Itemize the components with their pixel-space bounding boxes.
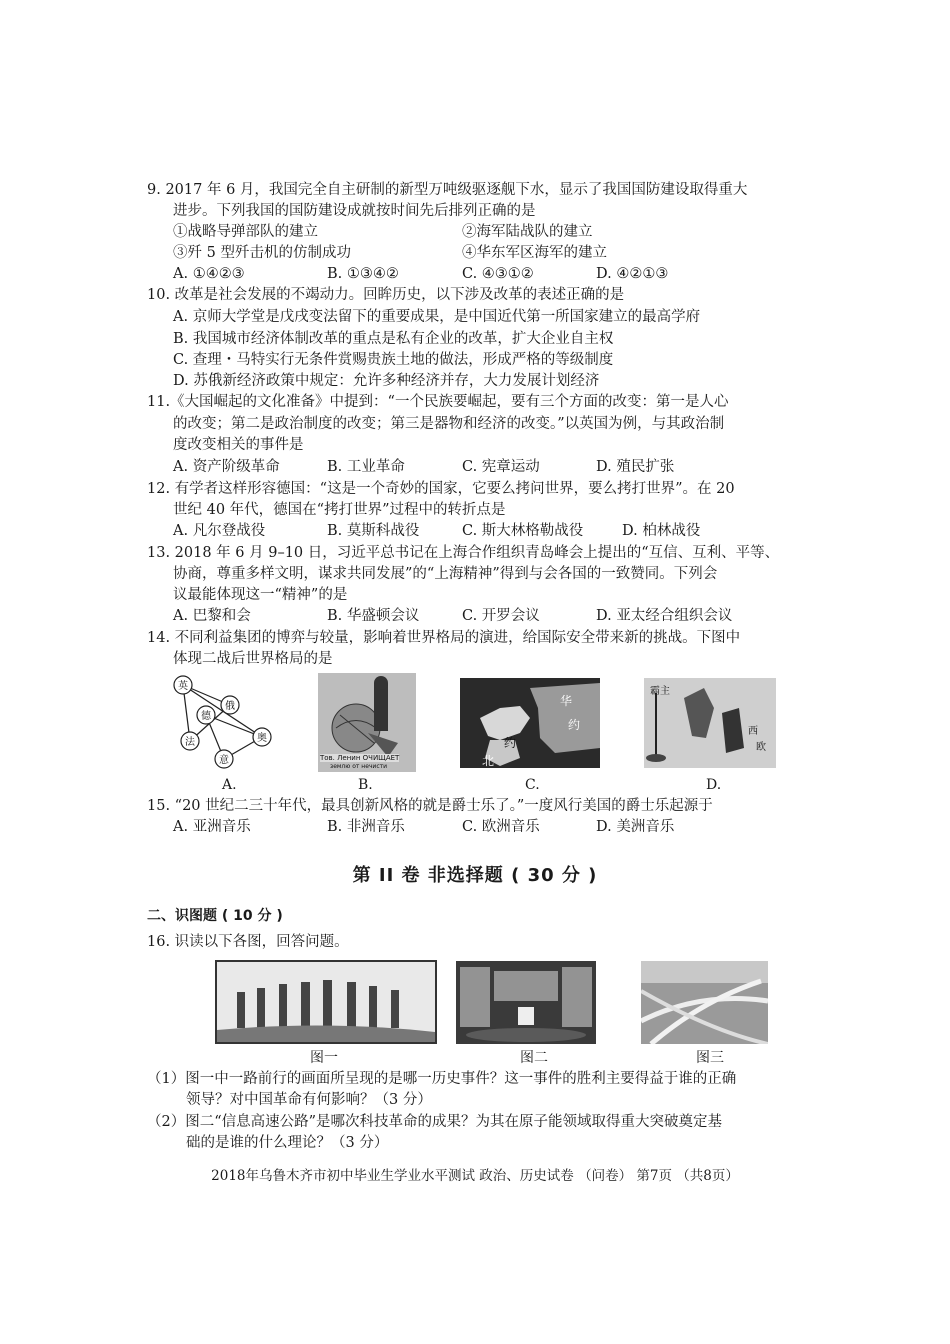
q14-figure-b-poster bbox=[318, 673, 416, 772]
q9-option-d: D. ④②①③ bbox=[596, 266, 669, 282]
q12-line2: 世纪 40 年代，德国在“拷打世界”过程中的转折点是 bbox=[173, 502, 506, 518]
q16-part1-line1: （1）图一中一路前行的画面所呈现的是哪一历史事件？这一事件的胜利主要得益于谁的正确 bbox=[147, 1071, 737, 1087]
q14-figure-c-map bbox=[460, 678, 600, 768]
page-footer: 2018年乌鲁木齐市初中毕业生学业水平测试 政治、历史试卷 （问卷） 第7页 （共8页） bbox=[211, 1168, 739, 1184]
q9-statement-4: ④华东军区海军的建立 bbox=[462, 245, 607, 261]
q16-figure-3 bbox=[641, 961, 768, 1044]
section-2-title: 第 II 卷 非选择题 ( 30 分 ) bbox=[352, 865, 598, 886]
q11-option-d: D. 殖民扩张 bbox=[596, 459, 675, 475]
q10-line1: 10. 改革是社会发展的不竭动力。回眸历史，以下涉及改革的表述正确的是 bbox=[147, 287, 625, 303]
q14-label-a: A. bbox=[222, 777, 237, 793]
node-yi-label: 意 bbox=[219, 755, 229, 766]
map-label-bei: 北 bbox=[482, 754, 495, 768]
q9-statement-3: ③歼 5 型歼击机的仿制成功 bbox=[173, 245, 351, 261]
q9-option-a: A. ①④②③ bbox=[173, 266, 245, 282]
q13-option-d: D. 亚太经合组织会议 bbox=[596, 608, 733, 624]
q12-option-c: C. 斯大林格勒战役 bbox=[462, 523, 584, 539]
q16-caption-2: 图二 bbox=[520, 1050, 548, 1066]
q11-line2: 的改变；第二是政治制度的改变；第三是器物和经济的改变。”以英国为例，与其政治制 bbox=[173, 416, 725, 432]
q16-line1: 16. 识读以下各图，回答问题。 bbox=[147, 934, 349, 950]
q12-option-d: D. 柏林战役 bbox=[622, 523, 701, 539]
node-e-label: 俄 bbox=[225, 701, 235, 712]
q9-line2: 进步。下列我国的国防建设成就按时间先后排列正确的是 bbox=[173, 203, 536, 219]
q9-statement-1: ①战略导弹部队的建立 bbox=[173, 224, 318, 240]
q9-line1: 9. 2017 年 6 月，我国完全自主研制的新型万吨级驱逐舰下水，显示了我国国防建设取得重大 bbox=[147, 182, 748, 198]
q12-option-b: B. 莫斯科战役 bbox=[327, 523, 420, 539]
poster-caption-1: Тов. Ленин ОЧИЩАЕТ bbox=[320, 754, 400, 762]
q13-option-b: B. 华盛顿会议 bbox=[327, 608, 420, 624]
q9-option-b: B. ①③④② bbox=[327, 266, 399, 282]
q10-option-d: D. 苏俄新经济政策中规定：允许多种经济并存，大力发展计划经济 bbox=[173, 373, 600, 389]
q15-option-c: C. 欧洲音乐 bbox=[462, 819, 540, 835]
q15-line1: 15. “20 世纪二三十年代，最具创新风格的就是爵士乐了。”一度风行美国的爵士乐起源于 bbox=[147, 798, 713, 814]
section-2-subheading: 二、识图题 ( 10 分 ) bbox=[147, 908, 283, 924]
q16-part1-line2: 领导？对中国革命有何影响？（3 分） bbox=[186, 1092, 432, 1108]
q11-option-c: C. 宪章运动 bbox=[462, 459, 540, 475]
cartoon-label-xi: 西 bbox=[748, 726, 758, 737]
q13-line1: 13. 2018 年 6 月 9–10 日，习近平总书记在上海合作组织青岛峰会上提出的“互信、互利、平等、 bbox=[147, 545, 780, 561]
q16-part2-line2: 础的是谁的什么理论？（3 分） bbox=[186, 1135, 389, 1151]
q16-part2-line1: （2）图二“信息高速公路”是哪次科技革命的成果？为其在原子能领域取得重大突破奠定基 bbox=[147, 1114, 723, 1130]
q13-option-a: A. 巴黎和会 bbox=[173, 608, 251, 624]
q16-figure-1 bbox=[215, 960, 437, 1044]
q10-option-c: C. 查理・马特实行无条件赏赐贵族土地的做法，形成严格的等级制度 bbox=[173, 352, 614, 368]
q15-option-d: D. 美洲音乐 bbox=[596, 819, 675, 835]
q10-option-a: A. 京师大学堂是戊戌变法留下的重要成果，是中国近代第一所国家建立的最高学府 bbox=[173, 309, 701, 325]
q14-line2: 体现二战后世界格局的是 bbox=[173, 651, 333, 667]
node-fa-label: 法 bbox=[185, 737, 195, 748]
q11-option-a: A. 资产阶级革命 bbox=[173, 459, 280, 475]
q11-option-b: B. 工业革命 bbox=[327, 459, 405, 475]
map-label-yue1: 约 bbox=[568, 718, 581, 732]
node-ao-label: 奥 bbox=[257, 733, 267, 744]
q14-figure-a-diagram bbox=[168, 673, 278, 773]
q13-line3: 议最能体现这一“精神”的是 bbox=[173, 587, 348, 603]
poster-caption-2: землю от нечисти bbox=[330, 763, 388, 770]
q14-label-d: D. bbox=[706, 777, 722, 793]
q16-figure-2 bbox=[456, 961, 596, 1044]
q14-line1: 14. 不同利益集团的博弈与较量，影响着世界格局的演进，给国际安全带来新的挑战。下图中 bbox=[147, 630, 741, 646]
map-label-yue2: 约 bbox=[504, 736, 517, 750]
q13-option-c: C. 开罗会议 bbox=[462, 608, 540, 624]
q12-option-a: A. 凡尔登战役 bbox=[173, 523, 266, 539]
q16-caption-1: 图一 bbox=[310, 1050, 338, 1066]
q15-option-b: B. 非洲音乐 bbox=[327, 819, 405, 835]
q9-statement-2: ②海军陆战队的建立 bbox=[462, 224, 593, 240]
node-ying-label: 英 bbox=[178, 681, 188, 692]
q14-label-b: B. bbox=[358, 777, 373, 793]
q14-label-c: C. bbox=[525, 777, 540, 793]
cartoon-label-ou: 欧 bbox=[756, 742, 766, 753]
cartoon-label-ba: 霸主 bbox=[650, 686, 670, 697]
q11-line3: 度改变相关的事件是 bbox=[173, 437, 304, 453]
q16-caption-3: 图三 bbox=[696, 1050, 724, 1066]
q9-option-c: C. ④③①② bbox=[462, 266, 534, 282]
q15-option-a: A. 亚洲音乐 bbox=[173, 819, 251, 835]
map-label-hua: 华 bbox=[560, 694, 573, 708]
q14-figure-d-cartoon bbox=[644, 678, 776, 768]
q12-line1: 12. 有学者这样形容德国：“这是一个奇妙的国家，它要么拷问世界，要么拷打世界”。在 20 bbox=[147, 481, 735, 497]
q10-option-b: B. 我国城市经济体制改革的重点是私有企业的改革，扩大企业自主权 bbox=[173, 331, 614, 347]
node-de-label: 德 bbox=[201, 711, 211, 722]
q11-line1: 11.《大国崛起的文化准备》中提到：“一个民族要崛起，要有三个方面的改变：第一是人心 bbox=[147, 394, 729, 410]
q13-line2: 协商，尊重多样文明，谋求共同发展”的“上海精神”得到与会各国的一致赞同。下列会 bbox=[173, 566, 718, 582]
